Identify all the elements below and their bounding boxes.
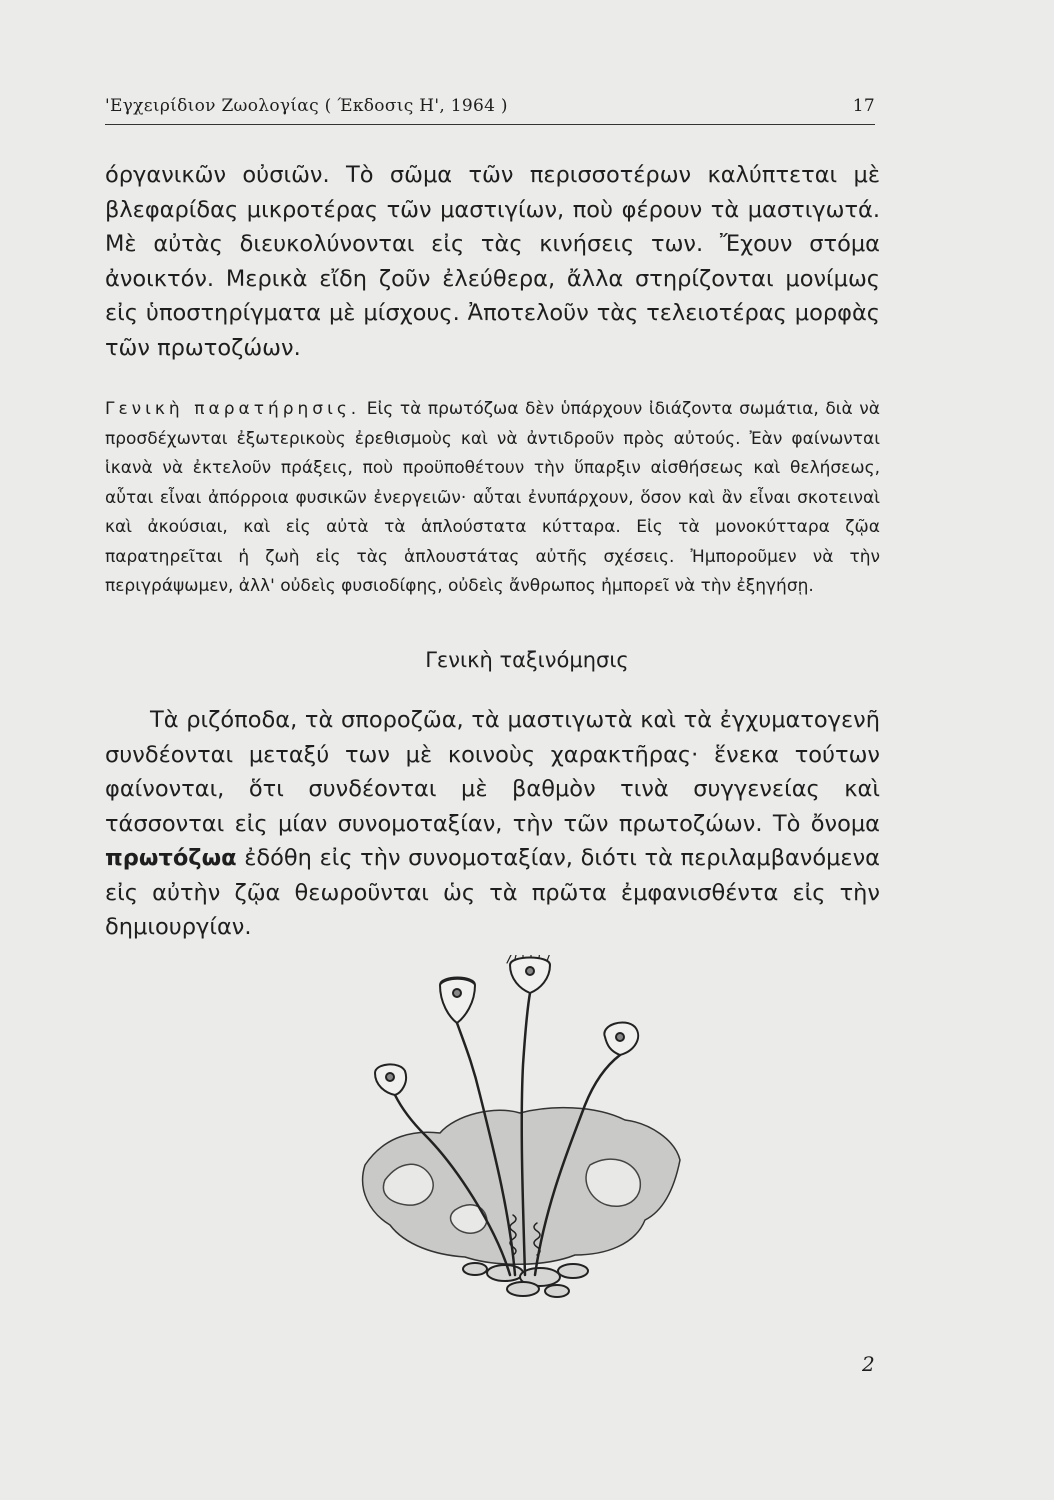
running-header [105,92,875,122]
bold-term: πρωτόζωα [105,845,237,871]
body-paragraph-1: όργανικῶν οὐσιῶν. Τὸ σῶμα τῶν περισσοτέρων καλύπτεται μὲ βλεφαρίδας μικροτέρας τῶν μαστιγίων, ποὺ φέρουν τὰ μαστιγωτά. Μὲ αὐτὰς διευκολύνονται εἰς τὰς κινήσεις των. Ἔχουν στόμα ἀνοικτόν. Μερικὰ εἴδη ζοῦν ἐλεύθερα, ἄλλα στηρίζονται μονίμως εἰς ὑποστηρίγματα μὲ μίσχους. Ἀποτελοῦν τὰς τελειοτέρας μορφὰς τῶν πρωτοζώων. [105,162,880,361]
remark-text: Εἰς τὰ πρωτόζωα δὲν ὑπάρχουν ἰδιάζοντα σωμάτια, διὰ νὰ προσδέχωνται ἐξωτερικοὺς ἐρεθισμοὺς καὶ νὰ ἀντιδροῦν πρὸς αὐτούς. Ἐὰν φαίνωνται ἱκανὰ νὰ ἐκτελοῦν πράξεις, ποὺ προϋποθέτουν τὴν ὕπαρξιν αἰσθήσεως καὶ θελήσεως, αὗται εἶναι ἀπόρροια φυσικῶν ἐνεργειῶν· αὗται ἐνυπάρχουν, ὅσον καὶ ἂν εἶναι σκοτειναὶ καὶ ἀκούσιαι, καὶ εἰς αὐτὰ τὰ ἁπλούστατα κύτταρα. Εἰς τὰ μονοκύτταρα ζῷα παρατηρεῖται ἡ ζωὴ εἰς τὰς ἁπλουστάτας αὐτῆς σχέσεις. Ἠμποροῦμεν νὰ τὴν περιγράψωμεν, ἀλλ' οὐδεὶς φυσιοδίφης, οὐδεὶς ἄνθρωπος ἠμπορεῖ νὰ τὴν ἐξηγήσῃ. [105,399,880,596]
remark-heading: Γενικὴ παρατήρησις. [105,399,361,419]
section-heading: Γενικὴ ταξινόμησις [425,648,629,672]
running-title: 'Εγχειρίδιον Ζωολογίας ( Έκδοσις Η', 1964 ) [105,96,508,116]
body-paragraph-2 [105,703,880,945]
header-rule [105,124,875,125]
paragraph-2-text-start: Τὰ ριζόποδα, τὰ σποροζῶα, τὰ μαστιγωτὰ καὶ τὰ ἐγχυματογενῆ συνδέονται μεταξύ των μὲ κοινοὺς χαρακτῆρας· ἕνεκα τούτων φαίνονται, ὅτι συνδέονται μὲ βαθμὸν τινὰ συγγενείας καὶ τάσσονται εἰς μίαν συνομοταξίαν, τὴν τῶν πρωτοζώων. Τὸ ὄνομα [105,707,880,837]
vorticella-illustration [345,955,695,1300]
general-remark-paragraph [105,395,880,602]
paragraph-2-text-end: ἐδόθη εἰς τὴν συνομοταξίαν, διότι τὰ περιλαμβανόμενα εἰς αὐτὴν ζῷα θεωροῦνται ὡς τὰ πρῶτα ἐμφανισθέντα εἰς τὴν δημιουργίαν. [105,845,880,940]
signature-mark: 2 [862,1352,875,1376]
page-number: 17 [852,96,875,116]
